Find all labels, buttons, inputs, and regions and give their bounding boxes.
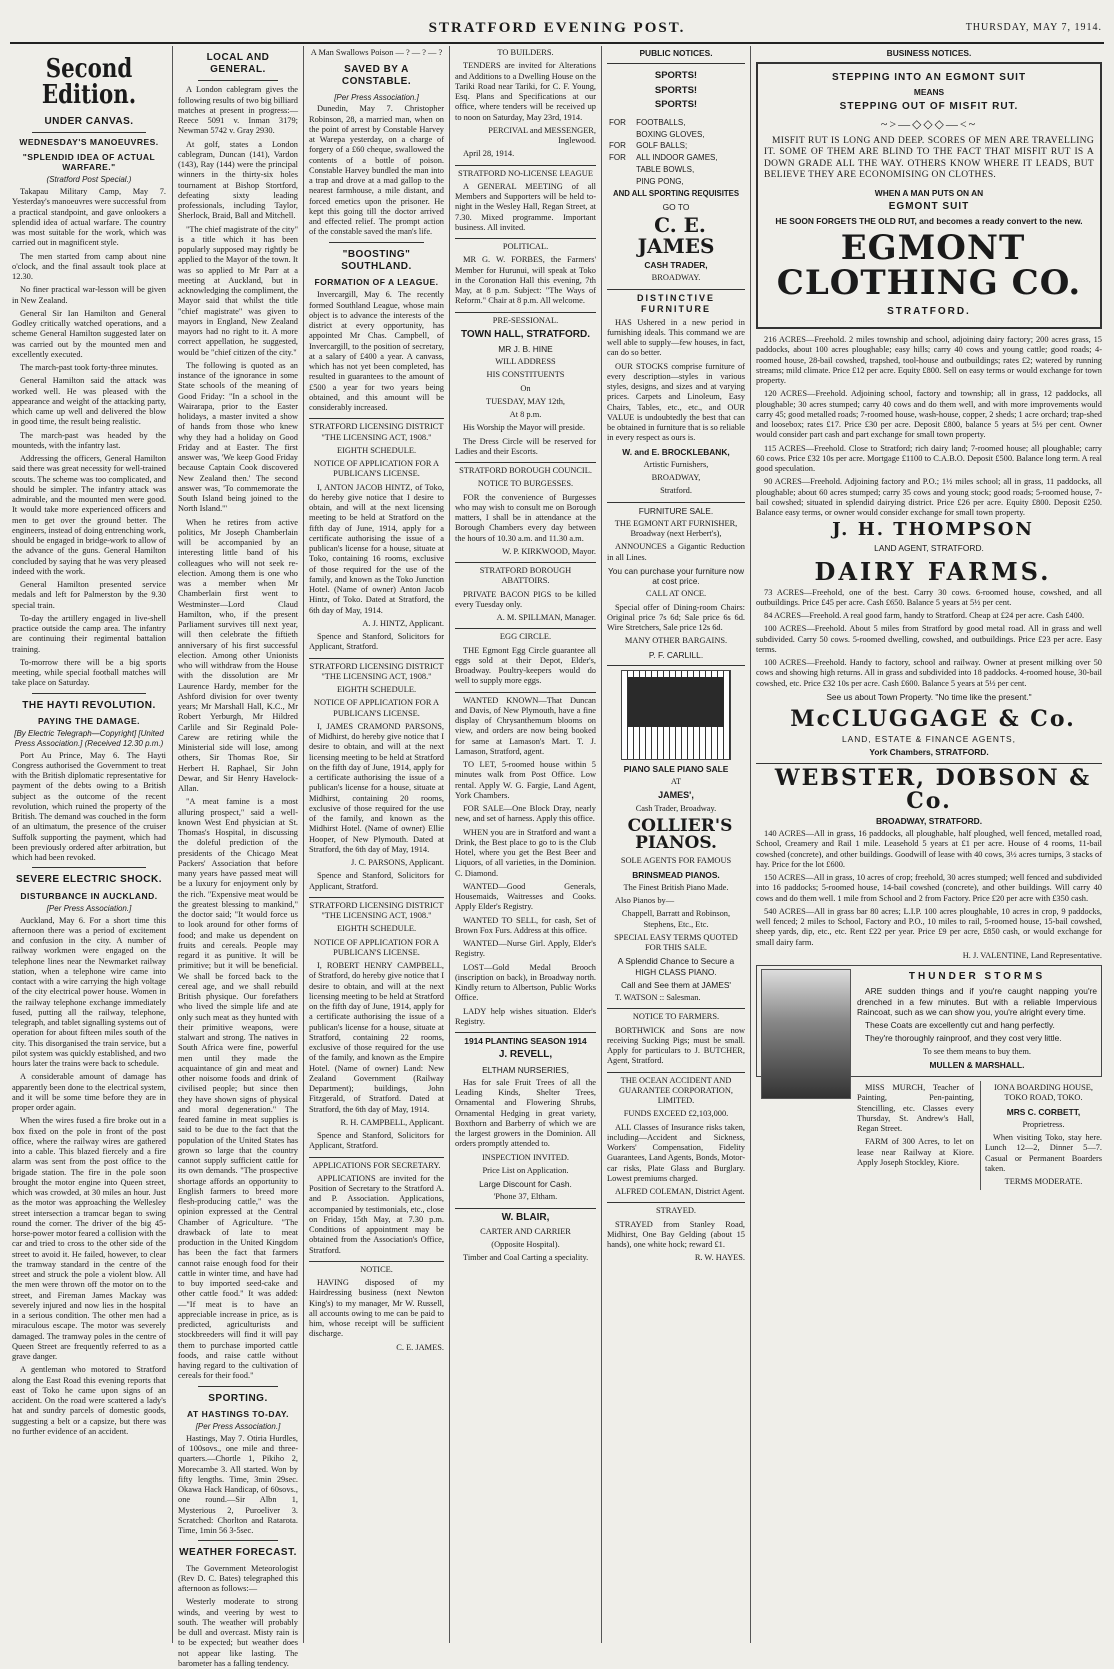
column-rule <box>750 46 751 1643</box>
notice-date: April 28, 1914. <box>463 149 515 159</box>
terms-moderate: TERMS MODERATE. <box>1004 1177 1083 1187</box>
secretary-notice: APPLICATIONS are invited for the Position of Secretary to the Stratford A. and P. Association. Applications, accompanied by testimonials, etc., close on Friday, 15th May, at 7.30 p.m. Conditions of appointment may be obtained from the Association's Office, Stratford. <box>309 1173 444 1255</box>
divider <box>309 897 444 898</box>
divider <box>309 658 444 659</box>
article-paragraph: A gentleman who motored to Stratford along the East Road this evening reports that east of Toko he came upon signs of an accident. On the road were scattered a lady's hat and sundry parcels of domestic goods, suggesting a belt or a capsize, but there was no further evidence of an accident. <box>12 1365 166 1436</box>
carting-note: Timber and Coal Carting a speciality. <box>463 1253 589 1263</box>
brocklebank-town: Stratford. <box>660 486 692 496</box>
reduction-note: ANNOUNCES a Gigantic Reduction in all Lines. <box>607 542 745 562</box>
carlill-name: P. F. CARLILL. <box>648 649 704 660</box>
inspection-note: INSPECTION INVITED. <box>482 1152 569 1162</box>
divider <box>455 238 596 239</box>
byline: [Per Press Association.] <box>195 1422 281 1432</box>
sports-banner: SPORTS! <box>654 99 698 111</box>
revell-name: J. REVELL, <box>498 1049 553 1061</box>
divider <box>455 562 596 563</box>
local-general-heading: LOCAL AND GENERAL. <box>206 52 270 76</box>
sporting-requisites: AND ALL SPORTING REQUISITES <box>612 189 740 199</box>
article-paragraph: "The chief magistrate of the city" is a title which it has been popularly supposed may rightly be applied to the Mayor of the town. It was so applied to Mr Parr at a meeting at Auckland, but in acknowledging the compliment, the Mayor said that whilst the title "chief magistrate" was given to mayors in England, New Zealand mayors had no right to it. A more correct appellation, he suggested, would be "chief citizen of the city." <box>178 224 299 357</box>
under-canvas-heading: UNDER CANVAS. <box>44 116 134 127</box>
article-paragraph: Auckland, May 6. For a short time this afternoon there was a period of excitement and confusion in the city. A number of railway workmen were engaged on the telephone lines near the Newmarket railway station, when a telephone wire came into contact with a wire carrying the high voltage of the city electrical power house. Women in the railway telephone exchange immediately fused, putting all the railway, telephone, telegraph, and tablet signalling systems out of operation for about fifteen miles south of the city. This disorganised the train service, but a pilot system was quickly established, and two hours later the trains were back to schedule. <box>12 915 166 1069</box>
signature: A. M. SPILLMAN, Manager. <box>496 613 596 623</box>
poison-teaser: A Man Swallows Poison — ? — ? — ? <box>310 48 443 57</box>
egmont-stepping: STEPPING INTO AN EGMONT SUIT <box>831 72 1027 84</box>
murch-notice <box>857 1081 974 1190</box>
broadway: BROADWAY. <box>651 273 701 283</box>
league-heading: FORMATION OF A LEAGUE. <box>314 277 439 287</box>
public-notices-heading: PUBLIC NOTICES. <box>639 48 713 58</box>
divider <box>309 418 444 419</box>
schedule-heading: EIGHTH SCHEDULE. <box>336 924 417 934</box>
piano-cash-trader: Cash Trader, Broadway. <box>635 804 717 814</box>
licensing-heading: STRATFORD LICENSING DISTRICT "THE LICENSING ACT, 1908." <box>309 422 444 442</box>
burgesses-notice: FOR the convenience of Burgesses who may wish to consult me on Borough matters, I shall be in attendance at the Borough Chambers every day between the hours of 10.30 a.m. and 11.30 a.m. <box>455 492 596 543</box>
egmont-means: MEANS <box>913 87 945 98</box>
article-paragraph: The men started from camp about nine o'clock, and the final assault took place at 12.30. <box>12 251 166 282</box>
article-paragraph: When he retires from active politics, Mr Joseph Chamberlain will be accompanied by an interesting little band of his colleagues who will not seek re-election. Among them is one who was a member when Mr Chamberlain first went to Westminster—Lord Claud Hamilton, who, if the present Parliament survives till next year, will then celebrate the fiftieth anniversary of his first successful election. Among other Unionists who will withdraw from the House with the dissolution are Mr Laurence Hardy, member for the Ashford division for over twenty years; Mr Marshall Hall, K.C., Mr Robert Yerburgh, Mr Hildred Carlile and Sir Reginald Pole-Carew are retiring while the Ministerial side will lose, among others, Sir Thomas Roe, Sir Herbert H. Raphael, Sir John Dewar, and Sir Henry Havelock-Allan. <box>178 517 298 794</box>
dairy-listing: 100 ACRES—Freehold. About 5 miles from Stratford by good metal road. All in grass and well subdivided. Carry 50 cows. 5-roomed dwelling, cowshed, and outbuildings. Price £23 per acre. Easy terms. <box>756 624 1102 654</box>
webster-listing: 150 ACRES—All in grass, 10 acres of crop; freehold, 30 acres stumped; well fenced and subdivided into 16 paddocks; 5-roomed house, 14-bail cowshed (concrete), and other buildings. Will carry 40 cows and do them well. 1 mile from School and 2 from Factory. Price £20 per acre with £350 cash. <box>756 873 1102 903</box>
schedule-heading: EIGHTH SCHEDULE. <box>336 445 417 455</box>
funds-note: FUNDS EXCEED £2,103,000. <box>623 1109 729 1119</box>
also-pianos: Also Pianos by— <box>615 896 675 906</box>
classified-ad: LADY help wishes situation. Elder's Registry. <box>455 1006 596 1026</box>
application-heading: NOTICE OF APPLICATION FOR A PUBLICAN'S LICENSE. <box>313 937 440 957</box>
divider <box>455 692 596 693</box>
divider <box>607 502 745 503</box>
signature: R. H. CAMPBELL, Applicant. <box>340 1117 444 1127</box>
classified-ad: WHEN you are in Stratford and want a Drink, the Best place to go to is the Club Hotel, where you get the Best Beer and Liquors, of all varieties, in the Dominion. C. Diamond. <box>455 827 596 878</box>
classified-ad: WANTED—Good Generals, Housemaids, Waitresses and Cooks. Apply Elder's Registry. <box>455 881 596 912</box>
thompson-name: J. H. THOMPSON <box>832 519 1034 541</box>
divider <box>607 1202 745 1203</box>
misfit-paragraph: MISFIT RUT IS LONG AND DEEP. SCORES OF MEN ARE TRAVELLING IT. SOME OF THEM ARE BLIND TO THE FACT THAT MISFIT RUT IS A DOWN GRADE ALL THE WAY. OTHERS KNOW WHERE IT LEADS, BUT BELIEVE THEY ARE ECONOMISING ON CLOTHES. <box>764 135 1094 181</box>
divider <box>455 462 596 463</box>
abattoirs-heading: STRATFORD BOROUGH ABATTOIRS. <box>479 566 572 586</box>
mccluggage-role: LAND, ESTATE & FINANCE AGENTS, <box>842 734 1016 745</box>
mullen-marshall: MULLEN & MARSHALL. <box>929 1059 1025 1070</box>
article-paragraph: The march-past was headed by the mounteds, with the infantry last. <box>12 430 166 450</box>
sole-agents: SOLE AGENTS FOR FAMOUS <box>620 856 732 866</box>
divider <box>455 165 596 166</box>
article-paragraph: General Hamilton said the attack was worked well. He was pleased with the appearance and weight of the attacking party, which came up well and delivered the blow in good time, the result being realistic. <box>12 376 166 427</box>
egmont-advert <box>756 62 1102 329</box>
classified-ad: LOST—Gold Medal Brooch (inscription on back), in Broadway north. Kindly return to Albertson, Public Works Office. <box>455 962 596 1003</box>
town-hall-heading: TOWN HALL, STRATFORD. <box>460 328 591 340</box>
piano-illustration <box>621 670 731 760</box>
cash-trader: CASH TRADER, <box>644 260 708 271</box>
easy-terms: SPECIAL EASY TERMS QUOTED FOR THIS SALE. <box>614 932 738 953</box>
divider <box>32 132 146 133</box>
license-notice: I, ROBERT HENRY CAMPBELL, of Stratford, do hereby give notice that I desire to obtain, and will at the next licensing meeting to be held at Stratford on the fifth day of June, 1914, apply for a certificate authorising the issue of a publican's license for a house, situate at Stratford, containing 22 rooms, exclusive of those required for the use of the family, and known as the Empire Hotel. (Name of owner) Land: New Zealand Government (Railway Department); buildings, John Fitzgerald, of Stratford. Dated at Stratford, the 6th day of May, 1914. <box>309 961 444 1114</box>
carter-title: CARTER AND CARRIER <box>480 1226 571 1236</box>
column-4 <box>455 46 596 1643</box>
divider <box>32 867 146 868</box>
signature: A. J. HINTZ, Applicant. <box>362 618 444 628</box>
business-notices-heading: BUSINESS NOTICES. <box>886 48 972 58</box>
article-paragraph: When the wires fused a fire broke out in a box fixed on the pole in front of the post office, where the railway wires are gathered into a cable. This blazed fiercely and a fire alarm was sent from the post office to the brigade station. The fire in the pole soon brought the motor engine into Queen street, which was crowded, at 30 miles an hour. Just as the motor was approaching the Wellesley street intersection a tramcar began to swing round the corner. The driver of the big 45-horse-power motor feared a collision with the car and tried to cross to the other side of the street to avoid it. He failed, however, to clear the tramway standard in the centre of the street and struck the pole a violent blow. All the men were thrown off the motor on to the street, and Fireman James Mackay was severely injured and now lies in the hospital in a serious condition. The other men had a miraculous escape. The motor was severely damaged. The tramway poles in the centre of Queen Street are frequently referred to as a grave danger. <box>12 1116 166 1362</box>
sports-item: FOOTBALLS, <box>636 117 686 127</box>
will-address: WILL ADDRESS <box>495 357 556 367</box>
hayti-heading: THE HAYTI REVOLUTION. <box>22 699 156 711</box>
piano-james: JAMES', <box>658 790 694 801</box>
strayed-heading: STRAYED. <box>656 1206 696 1216</box>
for-label: FOR <box>609 153 626 163</box>
piano-sale-banner: PIANO SALE PIANO SALE <box>623 763 729 774</box>
egmont-suit: EGMONT SUIT <box>888 201 970 213</box>
webster-listing: 140 ACRES—All in grass, 16 paddocks, all ploughable, half ploughed, well fenced, metalled road, School, Creamery and Rail 1 mile. Leasehold 5 years at £1 per acre. House of 4 rooms, 11-bail cowshed (concrete), and other buildings. Goodwill of lease with 40 cows, 3½ acres turnips, 3 stacks of hay. Price for the lot £600. <box>756 829 1102 869</box>
divider <box>198 1540 278 1541</box>
brinsmead: BRINSMEAD PIANOS. <box>632 869 720 880</box>
signature: J. C. PARSONS, Applicant. <box>351 858 444 868</box>
sports-banner: SPORTS! <box>654 84 698 96</box>
dairy-listing: 100 ACRES—Freehold. Handy to factory, school and railway. Owner at present milking over 50 cows and showing high returns. All in grass and subdivided into 18 paddocks. 4-roomed house, 30-bail cowshed, etc. Price £32 10s per acre. Cash £600. Balance 5 years at 5½ per cent. <box>756 658 1102 688</box>
egmont-misfit: STEPPING OUT OF MISFIT RUT. <box>839 100 1019 112</box>
divider <box>455 628 596 629</box>
blair-location: (Opposite Hospital). <box>491 1240 560 1250</box>
thunder-paragraph: They're thoroughly rainproof, and they cost very little. <box>865 1033 1062 1044</box>
signature: W. P. KIRKWOOD, Mayor. <box>502 546 596 556</box>
notice-heading: NOTICE. <box>360 1264 393 1274</box>
article-paragraph: Takapau Military Camp, May 7. Yesterday's manoeuvres were successful from a practical standpoint, and gave onlookers a splendid idea of actual warfare. The country was most suitable for the work, which was carried out in magnificent style. <box>12 187 166 248</box>
article-paragraph: General Sir Ian Hamilton and General Godley critically watched operations, and a scheme General Hamilton suggested later on was carried out by the mounted men and excellently executed. <box>12 308 166 359</box>
classified-ad: WANTED KNOWN—That Duncan and Davis, of New Plymouth, have a fine display of Chrysanthemum blooms on view, and orders are now being booked for same at Lamason's Mart. T. J. Lamason, Stratford, agent. <box>455 695 596 756</box>
murch-text: MISS MURCH, Teacher of Painting, Pen-painting, Stencilling, etc. Classes every Thursday, St. Andrew's Hall, Regan Street. <box>857 1083 974 1134</box>
dairy-listing: 84 ACRES—Freehold. A real good farm, handy to Stratford. Cheap at £24 per acre. Cash £400. <box>764 611 1085 621</box>
classified-ad: FOR SALE—One Block Dray, nearly new, and set of harness. Apply this office. <box>455 804 596 824</box>
mayor-note: His Worship the Mayor will preside. <box>463 423 585 433</box>
speaker-name: MR J. B. HINE <box>498 343 553 354</box>
acres-listing: 90 ACRES—Freehold. Adjoining factory and P.O.; 1½ miles school; all in grass, 11 paddocks, all ploughable; about 60 acres stumped; carry 35 cows and young stock; good roads; 5-roomed house, 7-bail cowshed; situated in splendid dairying district. Price £26 per acre. Equity £800. Deposit £250. Balance easy terms, or owner would consider exchange for small town property. <box>756 477 1102 518</box>
brocklebank-address: BROADWAY, <box>651 473 701 483</box>
classified-ad: WANTED—Nurse Girl. Apply, Elder's Registry. <box>455 939 596 959</box>
schedule-heading: EIGHTH SCHEDULE. <box>336 685 417 695</box>
bargains-note: MANY OTHER BARGAINS. <box>624 636 728 646</box>
divider <box>455 1208 596 1209</box>
article-paragraph: Port Au Prince, May 6. The Hayti Congress authorised the Government to treat with the British diplomatic representative for payment of the debts owing to a British subject as the outcome of the recent revolution, which ruined the property of the British. The demand was couched in the form of an ultimatum, the presence of the cruiser Suffolk supporting the payment, which had been previously ordered after arbitration, but which had been revoked. <box>12 750 166 863</box>
no-license-heading: STRATFORD NO-LICENSE LEAGUE <box>458 168 593 178</box>
divider <box>309 1157 444 1158</box>
sports-item: PING PONG, <box>636 176 684 186</box>
divider <box>756 763 1102 764</box>
egmont-clothing-co: EGMONT CLOTHING CO. <box>776 227 1082 304</box>
byline: [Per Press Association.] <box>46 903 132 913</box>
iona-text: When visiting Toko, stay here. Lunch 12—2, Dinner 5—7. Casual or Permanent Boarders taken. <box>985 1133 1102 1173</box>
distinctive-furniture: DISTINCTIVE FURNITURE <box>636 292 715 314</box>
sports-banner: SPORTS! <box>654 70 698 82</box>
secretary-heading: APPLICATIONS FOR SECRETARY. <box>312 1160 441 1170</box>
borough-heading: STRATFORD BOROUGH COUNCIL. <box>459 466 592 476</box>
application-heading: NOTICE OF APPLICATION FOR A PUBLICAN'S LICENSE. <box>313 698 440 718</box>
raincoat-lady-illustration <box>761 969 851 1099</box>
nursery-ad: Has for sale Fruit Trees of all the Leading Kinds, Shelter Trees, Ornamental and Flowering Shrubs, Ornamental Hedging in great variety, Boxthorn and Barberry of which we are the largest growers in the Dominion. All orders promptly attended to. <box>455 1077 596 1149</box>
splendid-heading: "SPLENDID IDEA OF ACTUAL WARFARE." <box>22 151 156 172</box>
column-2 <box>178 46 299 1668</box>
masthead <box>0 14 1114 44</box>
article-paragraph: At golf, states a London cablegram, Duncan (141), Vardon (143), Ray (144) were the principal winners in the thirty-six holes tournament at Bishop Stortford, defeating sixty leading professionals, including Taylor, Sherlock, Braid, Ball and Mitchell. <box>178 139 298 221</box>
article-paragraph: A London cablegram gives the following results of two big billiard matches at present in progress:—Reece 5091 v. Inman 3179; Newman 5742 v. Gray 2930. <box>178 85 298 136</box>
thunder-paragraph: These Coats are excellently cut and hang perfectly. <box>865 1020 1055 1031</box>
insurance-agent: ALFRED COLEMAN, District Agent. <box>615 1187 745 1197</box>
dairy-farms-heading: DAIRY FARMS. <box>814 557 1052 587</box>
on-word: On <box>520 383 531 393</box>
article-paragraph: Hastings, May 7. Otiria Hurdles, of 100sovs., one mile and three-quarters.—Chortle 1, Pikiho 2, Morecambe 3. All started. Won by fifty lengths. Time, 3min 29sec. Okawa Hack Handicap, of 60sovs., one round.—Sir Albn 1, Mysterious 2, Puroeliver 3. Scratched: Chorlton and Ratarota. Time, 1min 56 3-5sec. <box>178 1433 298 1536</box>
column-rule <box>172 46 173 1643</box>
for-label: FOR <box>609 141 626 151</box>
pre-sessional-heading: PRE-SESSIONAL. <box>492 315 559 325</box>
acres-listing: 216 ACRES—Freehold. 2 miles township and school, adjoining dairy factory; 200 acres grass, 15 paddocks, about 100 acres ploughable; easy hills; carry 40 cows and young cattle; good roads; 4-roomed house, 28-bail cowshed, trapshed, tool-house and outbuildings; rates £2; watered by running streams; mild climate. Price £12 per acre. Equity £800. Sell on easy terms or would exchange for town property. <box>756 335 1102 386</box>
forgets-rut: HE SOON FORGETS THE OLD RUT, and becomes a ready convert to the new. <box>775 216 1083 227</box>
hastings-heading: AT HASTINGS TO-DAY. <box>187 1408 289 1419</box>
auckland-heading: DISTURBANCE IN AUCKLAND. <box>20 890 158 901</box>
dress-circle-note: The Dress Circle will be reserved for Ladies and their Escorts. <box>455 436 596 456</box>
article-paragraph: The march-past took forty-three minutes. <box>20 363 158 373</box>
egg-circle-heading: EGG CIRCLE. <box>499 632 552 642</box>
classified-ad: WANTED TO SELL, for cash, Set of Brown Fox Furs. Address at this office. <box>455 915 596 935</box>
solicitors: Spence and Stanford, Solicitors for Applicant, Stratford. <box>309 632 444 652</box>
thunder-storms-advert <box>756 965 1102 1077</box>
paper-title: STRATFORD EVENING POST. <box>428 20 686 36</box>
article-paragraph: Dunedin, May 7. Christopher Robinson, 28, a married man, when on the point of arrest by Constable Harvey at Warepa yesterday, on a charge of forgery of a £60 cheque, swallowed the contents of a bottle of poison. Constable Harvey bundled the man into a trap and drove at a mad gallop to the nearest farmhouse, a mile distant, and forced emetics upon the prisoner. He kept this going till the doctor arrived and effected relief. The prompt action of the constable saved the man's life. <box>309 104 444 237</box>
classified-ad: TO LET, 5-roomed house within 5 minutes walk from Post Office. Low rental. Apply W. G. Fargie, Land Agent, York Chambers. <box>455 760 596 800</box>
finest-note: The Finest British Piano Made. <box>623 882 729 892</box>
strayed-notice: STRAYED from Stanley Road, Midhirst, One Bay Gelding (about 15 hands), one white hock; reward £1. <box>607 1219 745 1250</box>
license-notice: I, JAMES CRAMOND PARSONS, of Midhirst, do hereby give notice that I desire to obtain, and will at the next licensing meeting to be held at Stratford on the fifth day of June, 1914, apply for a certificate authorising the issue of a publican's license for a house, situate at Midhirst, containing 20 rooms, exclusive of those required for the use of the family, and known as the Midhirst Hotel. (Name of owner) Ellie Hooper, of New Plymouth. Dated at Stratford, the 6th day of May, 1914. <box>309 721 444 854</box>
application-heading: NOTICE OF APPLICATION FOR A PUBLICAN'S LICENSE. <box>313 459 440 479</box>
article-paragraph: A considerable amount of damage has apparently been done to the electrical system, and it will be some time before they are in proper order again. <box>12 1072 166 1113</box>
column-6 <box>756 46 1102 1643</box>
electric-shock-heading: SEVERE ELECTRIC SHOCK. <box>15 874 163 886</box>
thunder-paragraph: To see them means to buy them. <box>922 1046 1032 1056</box>
article-paragraph: No finer practical war-lesson will be given in New Zealand. <box>12 285 166 305</box>
damage-heading: PAYING THE DAMAGE. <box>37 715 141 726</box>
weather-heading: WEATHER FORECAST. <box>179 1547 297 1559</box>
furniture-ad: HAS Ushered in a new period in furnishing ideals. This command we are well able to supply—few houses, in fact, can do so better. <box>607 317 745 358</box>
column-5 <box>607 46 745 1643</box>
article-paragraph: The following is quoted as an instance of the ignorance in some State schools of the meaning of Good Friday: "In a school in the Wairarapa, prior to the Easter holidays, a master invited a show of hands from those who knew why they had a holiday on Good Friday and at Easter. The first answer was, 'We keep Good Friday because Captain Cook discovered New Zealand then.' The second answer was, 'To commemorate the South Island being joined to the North Island.'" <box>178 360 298 514</box>
thunder-paragraph: ARE sudden things and if you're caught napping you're drenched in a few minutes. But with a reliable Impervious Raincoat, such as we can show you, you're alright every time. <box>857 986 1097 1017</box>
bottom-notices <box>857 1081 1102 1190</box>
splendid-chance: A Splendid Chance to Secure a HIGH CLASS PIANO. <box>617 956 735 977</box>
price-list-note: Price List on Application. <box>482 1165 569 1175</box>
signature: C. E. JAMES. <box>396 1342 444 1352</box>
furniture-ad: OUR STOCKS comprise furniture of every description—styles in various styles, designs, and sizes and at varying prices. Carpets and Linoleum, Easy Chairs, Tables, etc., etc., and OUR VALUE is undoubtedly the best that can be obtained in furniture that is so reliable in every respect as ours is. <box>607 361 745 443</box>
divider <box>198 1386 278 1387</box>
masthead-rule <box>10 42 1104 44</box>
divider <box>607 1072 745 1073</box>
licensing-heading: STRATFORD LICENSING DISTRICT "THE LICENSING ACT, 1908." <box>309 661 444 681</box>
article-paragraph: To-morrow there will be a big sports meeting, while special football matches will take place on Saturday. <box>12 657 166 688</box>
blair-name: W. BLAIR, <box>501 1211 550 1223</box>
sports-item: GOLF BALLS; <box>636 141 688 151</box>
divider <box>309 1261 444 1262</box>
insurance-ad: ALL Classes of Insurance risks taken, including—Accident and Sickness, Workers' Compensation, Fidelity Guarantees, Land Agents, Bonds, Motor-car risks, Plate Glass and Burglary. Lowest premiums charged. <box>607 1122 745 1183</box>
colliers-pianos: COLLIER'S PIANOS. <box>627 815 733 854</box>
column-rule <box>601 46 602 1643</box>
farmers-notice: BORTHWICK and Sons are now receiving Sucking Pigs; must be small. Apply for particulars to J. BUTCHER, Agent, Stratford. <box>607 1025 745 1066</box>
ce-james-name: C. E. JAMES <box>637 213 715 259</box>
piano-makers: Chappell, Barratt and Robinson, Stephens, Etc., Etc. <box>621 909 731 929</box>
solicitors: Spence and Stanford, Solicitors for Applicant, Stratford. <box>309 1131 444 1151</box>
divider <box>455 1032 596 1033</box>
call-at-once: CALL AT ONCE. <box>645 589 707 599</box>
discount-note: Large Discount for Cash. <box>479 1179 572 1190</box>
licensing-heading: STRATFORD LICENSING DISTRICT "THE LICENSING ACT, 1908." <box>309 900 444 921</box>
divider <box>607 289 745 290</box>
when-a-man: WHEN A MAN PUTS ON AN <box>874 187 984 198</box>
builders-heading: TO BUILDERS. <box>497 48 554 57</box>
burgesses-heading: NOTICE TO BURGESSES. <box>477 479 574 489</box>
divider <box>607 1008 745 1009</box>
valentine-signature: H. J. VALENTINE, Land Representative. <box>962 950 1102 960</box>
flourish-ornament: ~>—◇◇◇—<~ <box>880 116 978 131</box>
salesman: T. WATSON :: Salesman. <box>615 993 701 1003</box>
thunder-storms-heading: THUNDER STORMS <box>908 971 1046 983</box>
southland-heading: "BOOSTING" SOUTHLAND. <box>341 248 412 272</box>
byline: [By Electric Telegraph—Copyright] [United Press Association.] (Received 12.30 p.m.) <box>14 729 164 748</box>
furniture-sale-heading: FURNITURE SALE. <box>638 505 714 516</box>
sports-item: BOXING GLOVES, <box>636 129 705 139</box>
divider <box>32 693 146 694</box>
call-see: Call and See them at JAMES' <box>620 979 732 990</box>
column-rule <box>303 46 304 1643</box>
solicitors: Spence and Stanford, Solicitors for Applicant, Stratford. <box>309 871 444 891</box>
constituents: HIS CONSTITUENTS <box>486 370 565 380</box>
hairdressing-notice: HAVING disposed of my Hairdressing business (next Newton King's) to my manager, Mr W. Russell, all accounts owing to me can be paid to him, whose receipt will be sufficient discharge. <box>309 1278 444 1339</box>
farm-text: FARM of 300 Acres, to let on lease near Railway at Kiore. Apply Joseph Stockley, Kiore. <box>857 1137 974 1167</box>
corbett-name: MRS C. CORBETT, <box>1006 1106 1081 1117</box>
divider <box>607 63 745 64</box>
go-to: GO TO <box>662 201 690 212</box>
byline: [Per Press Association.] <box>334 92 419 102</box>
webster-name: WEBSTER, DOBSON & Co. <box>774 764 1092 814</box>
signature: PERCIVAL and MESSENGER, Inglewood. <box>488 125 596 145</box>
special-offer: Special offer of Dining-room Chairs: Original price 7s 6d; Sale price 6s 6d. Wire Stretchers, Sale price 12s 6d. <box>607 602 745 633</box>
proprietress: Proprietress. <box>1022 1119 1065 1129</box>
article-paragraph: To-day the artillery engaged in live-shell practice outside the camp area. The infantry are continuing their regimental battalion training. <box>12 613 166 654</box>
column-3 <box>309 46 444 1643</box>
sports-items <box>607 117 745 188</box>
divider <box>198 80 278 81</box>
political-notice: MR G. W. FORBES, the Farmers' Member for Hurunui, will speak at Toko in the Coronation Hall this evening, 7th May, at 8 p.m. Subject: "The Ways of Reform." Chair at 8 p.m. All welcome. <box>455 255 596 306</box>
manoeuvres-heading: WEDNESDAY'S MANOEUVRES. <box>19 137 159 148</box>
phone-note: 'Phone 37, Eltham. <box>493 1192 558 1202</box>
nurseries-name: ELTHAM NURSERIES, <box>482 1064 569 1075</box>
article-paragraph: "A meat famine is a most alluring prospect," said a well-known West End physician at St. Thomas's Hospital, in discussing the doleful prediction of the presidents of the Chicago Meat Packers' Association that before many years have passed meat will be a luxury for enjoyment only by the rich. "Expensive meat would be the greatest blessing to mankind," the doctor said; "It would force us to look around for other forms of food; and make us dependent on fruits and cereals. People may regard it as punitive. It will be primitive; but it will be beneficial. We shall be forced back to the cereal age, and we shall rebuild British physique. Our forefathers who lived the simple life and ate only such meat as they hunted with their primitive weapons, were stalwart and strong. The natives in South Africa were fine, powerful men until they made the acquaintance of gin and meat and other noisome foods and drink of civilised people; but since then they have shown signs of physical and moral degeneration." The feared famine in meat supplies is said to be due to the fact that the population of the United States has grown so large that the country cannot supply sufficient cattle for its own demands. "The prospective shortage affords an opportunity to English farmers to breed more flesh-producing cattle," was the opinion expressed at the Central Chamber of Agriculture. "The drawback of late to meat production in the United Kingdom has been the fact that farmers cannot raise enough food for their cattle in winter time, and have had to buy imported seed-cake and other cattle food." It was added:—"If meat is to have an appreciable increase in price, as is predicted, agriculturists and stockbreeders will find it will pay them to purchase imported cattle foods, and raise cattle without having regard to the cultivation of cereals for their food." <box>178 797 298 1381</box>
meeting-time: At 8 p.m. <box>509 410 542 420</box>
license-notice: I, ANTON JACOB HINTZ, of Toko, do hereby give notice that I desire to obtain, and will at the next licensing meeting to be held at Stratford on the fifth day of June, 1914, apply for a certificate authorising the issue of a publican's license for a house, situate at Toko, containing 16 rooms, exclusive of those required for the use of the family, and known as the Toko Junction Hotel. (Name of owner) Anton Jacob Hintz, of Toko. Dated at Stratford, the 6th day of May, 1914. <box>309 482 444 615</box>
brocklebank-name: W. and E. BROCKLEBANK, <box>622 446 730 457</box>
divider <box>329 242 424 243</box>
article-paragraph: Invercargill, May 6. The recently formed Southland League, whose main object is to advance the interests of the district at every opportunity, has appointed Mr Chas. Campbell, of Invercargill, to the position of secretary, at a salary of £400 a year. A canvass, which has not yet been completed, has resulted in guarantees to the amount of £500 a year for two years being obtained, and this amount will be considerably increased. <box>309 290 444 413</box>
town-property-note: See us about Town Property. "No time like the present." <box>826 691 1032 702</box>
webster-address: BROADWAY, STRATFORD. <box>875 815 983 826</box>
no-license-notice: A GENERAL MEETING of all Members and Supporters will be held to-night in the Wesley Hall, Regan Street, at 7.30. Mixed programme. Important business. All invited. <box>455 181 596 232</box>
farmers-heading: NOTICE TO FARMERS. <box>632 1012 720 1022</box>
constable-heading: SAVED BY A CONSTABLE. <box>341 64 412 88</box>
egmont-art-name: THE EGMONT ART FURNISHER, Broadway (next Herbert's), <box>614 518 738 539</box>
cost-price-note: You can purchase your furniture now at cost price. <box>607 565 745 587</box>
second-edition-heading: Second Edition. <box>41 54 137 110</box>
political-heading: POLITICAL. <box>502 242 549 251</box>
column-rule <box>449 46 450 1643</box>
sports-item: ALL INDOOR GAMES, <box>636 153 718 163</box>
divider <box>607 665 745 666</box>
dairy-listing: 73 ACRES—Freehold, one of the best. Carry 30 cows. 6-roomed house, cowshed, and all outbuildings. Price £45 per acre. Cash £650. Balance 5 years at 5½ per cent. <box>756 587 1102 607</box>
iona-heading: IONA BOARDING HOUSE, TOKO ROAD, TOKO. <box>994 1083 1093 1103</box>
mccluggage-address: York Chambers, STRATFORD. <box>869 747 989 758</box>
divider <box>455 312 596 313</box>
sporting-heading: SPORTING. <box>208 1392 268 1404</box>
iona-notice <box>980 1081 1102 1190</box>
article-paragraph: The Government Meteorologist (Rev D. C. Bates) telegraphed this afternoon as follows:— <box>178 1563 298 1594</box>
article-paragraph: Addressing the officers, General Hamilton said there was great necessity for well-trained scouts. The scheme was too complicated, and should be simpler. The infantry attack was admirable, and the mounted men were good. It would take more experienced officers and men to get over the ground better. The engineers, instead of doing entrenching work, should be engaged in bridge-work to allow of the advance of the guns. General Hamilton concluded by saying that he was very pleased indeed with the work. <box>12 454 166 576</box>
sports-item: TABLE BOWLS, <box>636 164 695 174</box>
article-paragraph: General Hamilton presented service medals and left for Palmerston by the 9.30 special train. <box>12 580 166 610</box>
for-label: FOR <box>609 117 626 127</box>
abattoirs-notice: PRIVATE BACON PIGS to be killed every Tuesday only. <box>455 589 596 609</box>
artistic-furnishers: Artistic Furnishers, <box>643 459 709 469</box>
signature: R. W. HAYES. <box>694 1253 745 1263</box>
egg-circle-notice: THE Egmont Egg Circle guarantee all eggs sold at their Depot, Elder's, Broadway. Poultry-keepers would do well to supply more eggs. <box>455 645 596 686</box>
meeting-date: TUESDAY, MAY 12th, <box>486 396 565 406</box>
piano-at: AT <box>670 777 682 787</box>
column-1 <box>12 46 166 1643</box>
builders-notice: TENDERS are invited for Alterations and Additions to a Dwelling House on the Tariki Road near Tariki, for C. F. Young, Esq. Plans and Specifications at our office, where tenders will be received up to noon on Saturday, May 23rd, 1914. <box>455 61 596 122</box>
mccluggage-name: McCLUGGAGE & Co. <box>790 706 1076 733</box>
acres-listing: 120 ACRES—Freehold. Adjoining school, factory and township; all in grass, 12 paddocks, all ploughable; 30 acres stumped; carry 40 cows and do them well, and with more improvements would carry 45; good metalled roads; 7-roomed house, wash-house, copper, 2 sheds; 1 acre orchard; trap-shed and loosebox; rates £17. Price £30 per acre. Deposit £800, balance 5 years at 5½ per cent. Owner would consider part cash and part exchange for small town property. <box>756 389 1102 440</box>
egmont-stratford: STRATFORD. <box>887 305 971 317</box>
byline: (Stratford Post Special.) <box>46 175 132 185</box>
issue-date: THURSDAY, MAY 7, 1914. <box>965 22 1102 33</box>
webster-listing: 540 ACRES—All in grass bar 80 acres; L.I.P. 100 acres ploughable, 10 acres in crop, 9 paddocks, well fenced; 2 miles to School, Factory and P.O., 10 miles to rail, 5-roomed house, 15-bail cowshed, sheep yards, dip, etc., etc. Rent £22 per year. Price £9 per acre, £850 cash, or would exchange for small dairy farm. <box>756 906 1102 947</box>
thompson-role: LAND AGENT, STRATFORD. <box>874 543 984 554</box>
article-paragraph: Westerly moderate to strong winds, and veering by west to south. The weather will probably be dull and overcast. Misty rain is to be expected; but weather does not appear like lasting. The barometer has a falling tendency. <box>178 1597 298 1668</box>
planting-season: 1914 PLANTING SEASON 1914 <box>464 1036 587 1047</box>
acres-listing: 115 ACRES—Freehold. Close to Stratford; rich dairy land; 7-roomed house; all ploughable; carry 60 cows. Price £32 10s per acre. Mortgage £1100 to C.A.B.O. Deposit £500. Balance long term. A real good speculation. <box>756 443 1102 474</box>
ocean-heading: THE OCEAN ACCIDENT AND GUARANTEE CORPORATION, LIMITED. <box>619 1075 733 1106</box>
